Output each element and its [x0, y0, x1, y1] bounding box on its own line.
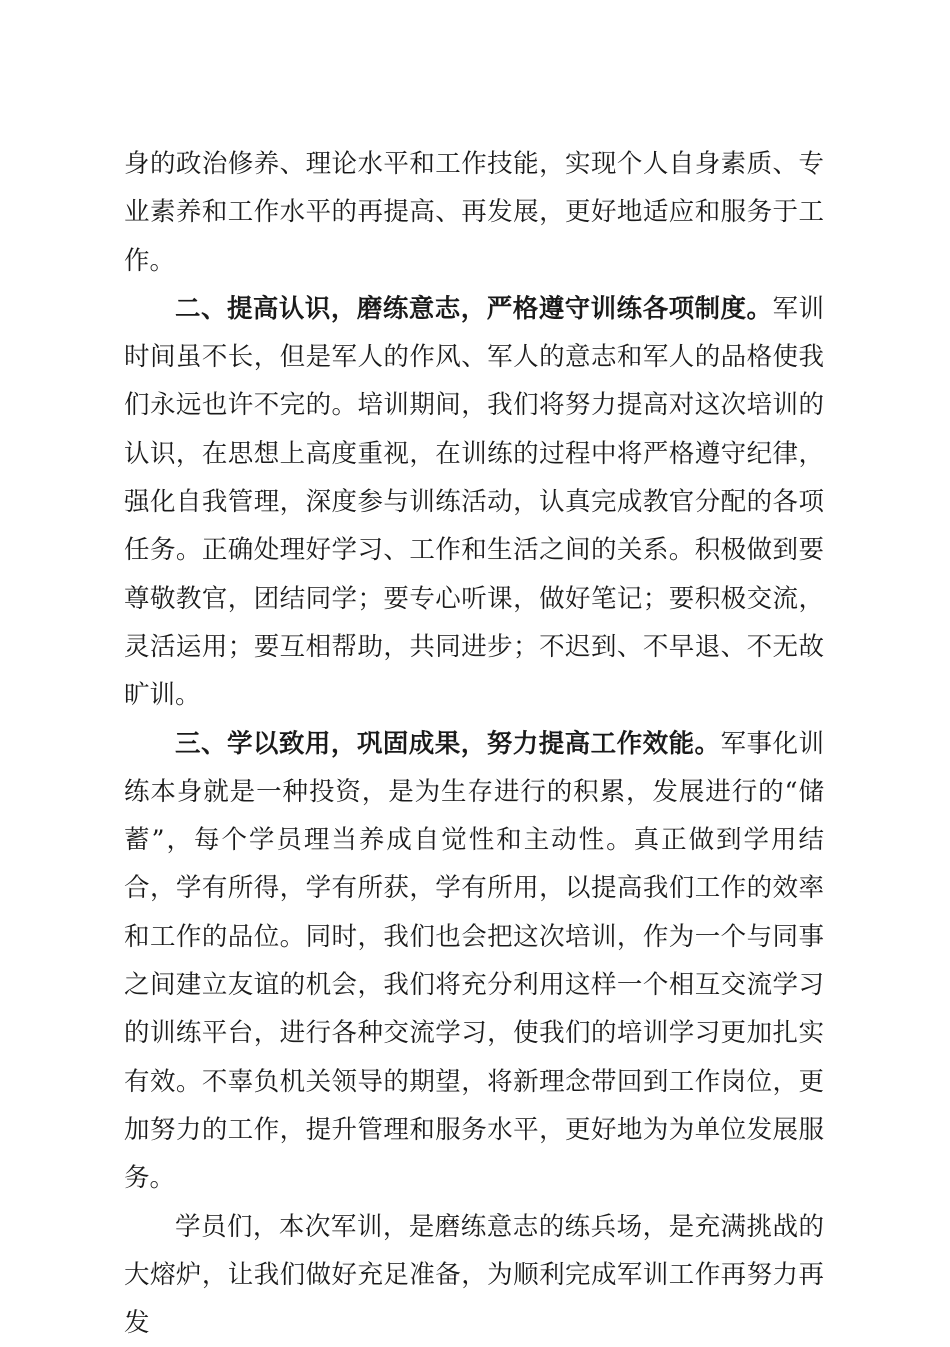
paragraph-body: 学员们，本次军训，是磨练意志的练兵场，是充满挑战的大熔炉，让我们做好充足准备，为顺利完成军训工作再努力再发: [124, 1211, 824, 1339]
section-heading: 二、提高认识，磨练意志，严格遵守训练各项制度。: [175, 293, 773, 324]
paragraph-body: 身的政治修养、理论水平和工作技能，实现个人自身素质、专业素养和工作水平的再提高、再发展，更好地适应和服务于工作。: [124, 149, 824, 276]
document-body: [124, 140, 824, 1347]
paragraph-continuation: [124, 140, 824, 285]
section-heading: 三、学以致用，巩固成果，努力提高工作效能。: [175, 728, 721, 759]
paragraph-body: 军事化训练本身就是一种投资，是为生存进行的积累，发展进行的“储蓄”，每个学员理当养成自觉性和主动性。真正做到学用结合，学有所得，学有所获，学有所用，以提高我们工作的效率和工作的品位。同时，我们也会把这次培训，作为一个与同事之间建立友谊的机会，我们将充分利用这样一个相互交流学习的训练平台，进行各种交流学习，使我们的培训学习更加扎实有效。不辜负机关领导的期望，将新理念带回到工作岗位，更加努力的工作，提升管理和服务水平，更好地为为单位发展服务。: [124, 728, 824, 1194]
paragraph-section-3: [124, 720, 824, 1203]
paragraph-closing: [124, 1203, 824, 1347]
paragraph-body: 军训时间虽不长，但是军人的作风、军人的意志和军人的品格使我们永远也许不完的。培训期间，我们将努力提高对这次培训的认识，在思想上高度重视，在训练的过程中将严格遵守纪律，强化自我管理，深度参与训练活动，认真完成教官分配的各项任务。正确处理好学习、工作和生活之间的关系。积极做到要尊敬教官，团结同学；要专心听课，做好笔记；要积极交流，灵活运用；要互相帮助，共同进步；不迟到、不早退、不无故旷训。: [124, 293, 824, 711]
paragraph-section-2: [124, 285, 824, 720]
